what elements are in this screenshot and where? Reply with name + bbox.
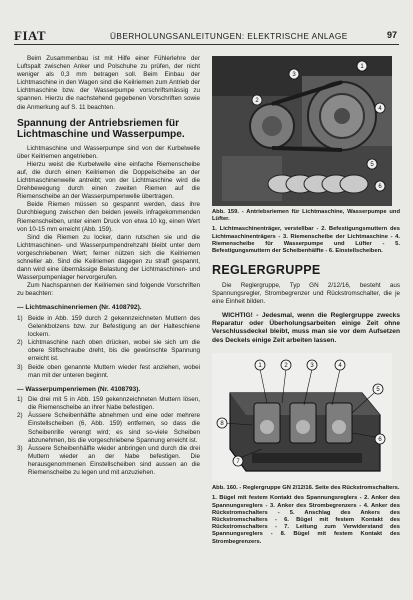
figure-160-caption-legend: 1. Bügel mit festem Kontakt des Spannungsreglers - 2. Anker des Spannungsreglers - 3. Anker des Strombegrenzers - 4. Anker des Rückstromschalters - 5. Anschlag des Ankers des Rückstromschalters - 6. Bügel mit festem Kontakt des Rückstromschalters - 7. Leitung zum Verwiderstand des Spannungsreglers - 8. Bügel mit festem Kontakt des Strombegrenzers. [212, 495, 400, 545]
list-item: 3) Äussere Scheibenhälfte wieder anbringen und durch die drei Muttern wieder an der Nabe befestigen. Die herausgenommenen Einstellscheiben sind aussen an die Riemenscheibe zu legen und mit anzuziehen. [17, 444, 200, 477]
figure-159-caption-legend: 1. Lichtmaschinenträger, verstellbar - 2. Befestigungsmuttern des Lichtmaschinenträgers - 3. Riemenscheibe der Lichtmaschine - 4. Riemenscheibe für Wasserpumpe und Lüfter - 5. Befestigungsmuttern der Scheibenhälfte - 6. Einstellscheiben. [212, 226, 400, 255]
list-item: 2) Äussere Scheibenhälfte abnehmen und eine oder mehrere Einstellscheiben (6, Abb. 159) entfernen, so dass die Scheibenrille verengt wird; es sind so-viele Scheiben abzunehmen, bis die vorgeschriebene Spannung erreicht ist. [17, 412, 200, 444]
figure-159-caption-title: Abb. 159. - Antriebsriemen für Lichtmaschine, Wasserpumpe und Lüfter. [212, 209, 400, 223]
figure-160-callout: 8 [220, 421, 224, 428]
figure-159-photo [212, 56, 392, 206]
figure-160-photo [212, 353, 392, 481]
figure-159-callout: 6 [378, 184, 382, 190]
figure-160-callout: 7 [236, 459, 240, 466]
paragraph: Die Reglergruppe, Typ GN 2/12/16, besteht aus Spannungsregler, Strombegrenzer und Rückstromschalter, die je eine Einheit bilden. [212, 282, 400, 306]
figure-160-callout: 6 [378, 437, 382, 444]
list-item: 1) Die drei mit 5 in Abb. 159 gekennzeichneten Muttern lösen, die Riemenscheibe an ihrer Nabe befestigen. [17, 396, 200, 412]
figure-160-callout: 5 [376, 387, 380, 394]
subheading-pump-belt: — Wasserpumpenriemen (Nr. 4108793). [17, 385, 141, 393]
figure-159-callout: 4 [378, 106, 382, 112]
intro-paragraph: Beim Zusammenbau ist mit Hilfe einer Fühlerlehre der Luftspalt zwischen Anker und Polschuhe zu prüfen, der nicht weniger als 0,3 mm betragen soll. Beim Einbau der Lichtmaschine in den Wagen sind die Keilriemen zum Antrieb der Lichtmaschine bzw. der Wasserpumpe vorschriftsmässig zu spannen. Hierzu die nachstehend gegebenen Vorschriften sowie die Anmerkung auf S. 11 beachten. [17, 55, 200, 111]
subheading-generator-belt: — Lichtmaschinenriemen (Nr. 4108792). [17, 304, 142, 312]
section-heading-belts: Spannung der Antriebsriemen für Lichtmaschine und Wasserpumpe. [17, 117, 185, 141]
list-item: 2) Lichtmaschine nach oben drücken, wobei sie sich um die obere Stiftschraube dreht, bis die gewünschte Spannung erreicht ist. [17, 339, 200, 363]
section-heading-regulator: REGLERGRUPPE [212, 263, 321, 278]
figure-159-callout: 3 [292, 72, 296, 78]
page-number: 97 [386, 30, 397, 40]
figure-160-caption-title: Abb. 160. - Reglergruppe GN 2/12/16. Seite des Rückstromschalters. [212, 485, 400, 492]
figure-159-callout: 2 [255, 98, 259, 104]
warning-notice: WICHTIG! - Jedesmal, wenn die Reglergruppe zwecks Reparatur oder Überholungsarbeiten einige Zeit ohne Verschlussdeckel bleibt, muss man sie vor dem Aufsetzen des Deckels einige Zeit arbeiten lassen. [212, 311, 400, 344]
generator-belt-steps [17, 315, 200, 380]
pump-belt-steps [17, 396, 200, 477]
figure-160-callout: 4 [338, 363, 342, 370]
left-column [17, 55, 200, 595]
figure-160-callout: 3 [310, 363, 314, 370]
regulator-group-illustration [212, 353, 392, 481]
figure-159-callout: 5 [370, 162, 374, 168]
figure-160-callout: 1 [258, 363, 262, 370]
fiat-logo: FIAT [14, 28, 47, 43]
right-column [212, 56, 400, 596]
list-item: 1) Beide in Abb. 159 durch 2 gekennzeichneten Muttern des Gelenkbolzens bzw. zur Befestigung an der Halteschiene lockern. [17, 314, 200, 339]
paragraph: Lichtmaschine und Wasserpumpe sind von der Kurbelwelle über Keilriemen angetrieben. [17, 144, 200, 160]
paragraph: Beide Riemen müssen so gespannt werden, dass ihre Durchbiegung zwischen den beiden jeweils infragekommenden Riemenscheiben, unter einem Druck von etwa 10 kg, einen Wert von 10-15 mm erreicht (Abb. 159). [17, 201, 200, 233]
engine-belt-illustration [212, 56, 392, 206]
paragraph: Zum Nachspannen der Keilriemen sind folgende Vorschriften zu beachten: [17, 282, 200, 298]
figure-159-callout: 1 [360, 64, 364, 70]
header-title: ÜBERHOLUNGSANLEITUNGEN: ELEKTRISCHE ANLAGE [110, 31, 348, 41]
figure-160-callout: 2 [284, 363, 288, 370]
paragraph: Sind die Riemen zu locker, dann rutschen sie und die Lichtmaschinen- und Wasserpumpendrehzahl bleibt unter dem vorgeschriebenen Wert; ferner nützen sich die Keilriemen schneller ab. Sind die Keilriemen dagegen zu straff gespannt, dann wird eine übermässige Belastung der Lichtmaschinen- und Wasserpumpenlager hervorgerufen. [17, 233, 200, 282]
page-header [14, 30, 399, 45]
paragraph: Hierzu weist die Kurbelwelle eine einfache Riemenscheibe auf, die durch einen Keilriemen die Doppelscheibe an der Lichtmaschinenwelle antreibt; von der Lichtmaschine wird die Drehbewegung durch einen zweiten Riemen auf die Riemenscheibe an der Wasserpumpenwelle übertragen. [17, 160, 200, 201]
list-item: 3) Beide oben genannte Muttern wieder fest anziehen, wobei man mit der unteren beginnt. [17, 363, 200, 379]
